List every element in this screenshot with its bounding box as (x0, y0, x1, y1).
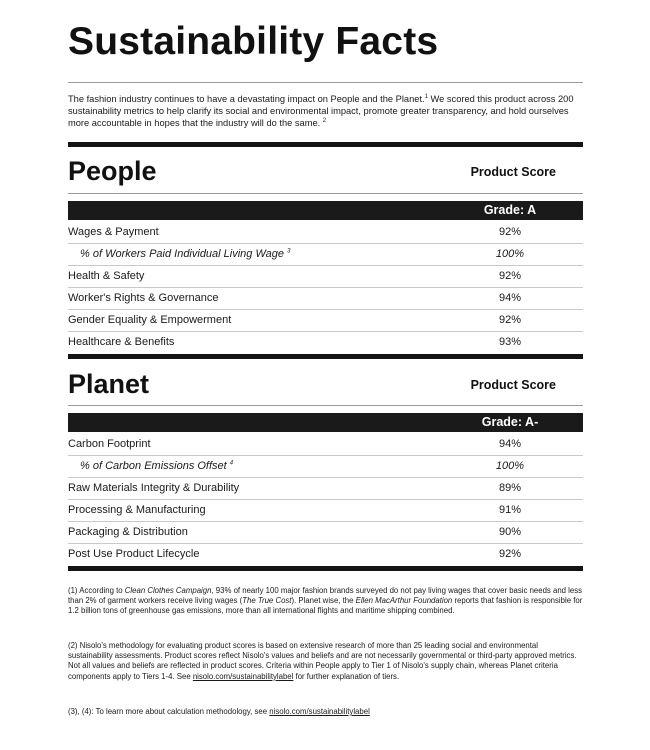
metric-label (68, 482, 239, 494)
metric-row (68, 266, 583, 288)
intro-text-part: The fashion industry continues to have a devastating impact on People and the Planet. (68, 94, 425, 104)
metric-value: 89% (498, 482, 522, 494)
metric-value: 92% (498, 226, 522, 238)
intro-text-part: We scored this product across 200 sustainability metrics to help clarify its social and environmental impact, promote greater transparency, and hold ourselves more accountable in hopes that the industry will do the same. (68, 94, 574, 128)
metric-value: 93% (498, 336, 522, 348)
footnote-text: reports that fashion is responsible for 1.2 billion tons of greenhouse gas emissions, more than all international flights and maritime shipping combined. (68, 596, 583, 616)
metric-value: 91% (498, 504, 522, 516)
product-score-label: Product Score (470, 165, 556, 179)
metric-row (68, 222, 583, 244)
people-metrics-table (68, 222, 583, 354)
metric-label (68, 292, 218, 304)
planet-metrics-table (68, 434, 583, 566)
metric-row (68, 478, 583, 500)
metric-value: 100% (495, 460, 525, 472)
page-title: Sustainability Facts (68, 20, 439, 63)
grade-bar-people (68, 201, 583, 220)
metric-value: 100% (495, 248, 525, 260)
metric-label (68, 336, 174, 348)
metric-row (68, 244, 583, 266)
metric-label (68, 226, 159, 238)
metric-value: 90% (498, 526, 522, 538)
metric-label-text: Raw Materials Integrity & Durability (68, 482, 240, 494)
footnote-text: for further explanation of tiers. (293, 671, 400, 681)
metric-label (80, 460, 233, 472)
section-title-people: People (68, 156, 157, 186)
footnote-1 (68, 586, 583, 617)
metric-label-text: Processing & Manufacturing (68, 504, 206, 516)
footnote-2 (68, 641, 583, 682)
metric-row (68, 310, 583, 332)
grade-bar-planet (68, 413, 583, 432)
metric-row (68, 288, 583, 310)
section-divider-thick (68, 142, 583, 147)
sustainability-label-link[interactable]: nisolo.com/sustainabilitylabel (269, 707, 370, 716)
footnote-source: Clean Clothes Campaign (124, 586, 212, 595)
footnote-text: , 93% of nearly 100 major fashion brands surveyed do not pay living wages that cover basic needs and less than 2% of garment workers receive living wages ( (68, 586, 583, 606)
people-header (68, 158, 583, 192)
metric-label-text: Post Use Product Lifecycle (68, 548, 200, 560)
footnote-ref: 3 (287, 248, 291, 255)
intro-text (68, 93, 583, 129)
metric-row (68, 500, 583, 522)
metric-label-text: Wages & Payment (68, 226, 159, 238)
divider (68, 193, 583, 194)
metric-label (68, 548, 199, 560)
metric-label-text: Healthcare & Benefits (68, 336, 175, 348)
planet-header (68, 371, 583, 405)
footnote-text: ). Planet wise, the (291, 596, 356, 606)
footnote-text: (2) Nisolo's methodology for evaluating product scores is based on extensive research of more than 25 leading social and environmental sustainability assessments. Product scores reflect Nisolo's values and beliefs and are not necessarily governmental or third-party approved metrics. Not all values and beliefs are reflected in product scores. Criteria within People apply to Tier 1 of Nisolo's supply chain, whereas Planet criteria components apply to Tiers 1-4. See (68, 641, 577, 681)
metric-row (68, 522, 583, 544)
section-divider-thick (68, 566, 583, 571)
section-title-planet: Planet (68, 369, 150, 399)
metric-label-text: Packaging & Distribution (68, 526, 188, 538)
footnote-ref: 4 (229, 460, 234, 467)
metric-label-text: % of Workers Paid Individual Living Wage (80, 248, 285, 260)
footnote-source: Ellen MacArthur Foundation (355, 596, 453, 606)
grade-planet: Grade: A- (481, 415, 539, 429)
footnote-source: The True Cost (242, 596, 292, 606)
metric-row (68, 456, 583, 478)
metric-label (80, 248, 290, 260)
metric-row (68, 544, 583, 566)
metric-value: 92% (498, 548, 522, 560)
footnote-ref: 2 (322, 117, 327, 124)
metric-label-text: Gender Equality & Empowerment (68, 314, 232, 326)
divider (68, 405, 583, 406)
metric-row (68, 332, 583, 354)
metric-value: 92% (498, 270, 522, 282)
sustainability-label-link[interactable]: nisolo.com/sustainabilitylabel (192, 671, 294, 681)
metric-label (68, 438, 151, 450)
metric-value: 94% (498, 438, 522, 450)
metric-label-text: % of Carbon Emissions Offset (80, 460, 227, 472)
metric-value: 94% (498, 292, 522, 304)
metric-label (68, 270, 144, 282)
metric-label (68, 526, 188, 538)
footnote-text: (3), (4): To learn more about calculation methodology, see (68, 707, 270, 716)
metric-label-text: Worker's Rights & Governance (68, 292, 219, 304)
metric-label-text: Carbon Footprint (68, 438, 151, 450)
footnote-3-4 (68, 707, 583, 717)
metric-label (68, 504, 206, 516)
section-divider-thick (68, 354, 583, 359)
metric-row (68, 434, 583, 456)
footnote-ref: 1 (424, 93, 428, 100)
metric-label (68, 314, 231, 326)
metric-label-text: Health & Safety (68, 270, 145, 282)
product-score-label: Product Score (470, 378, 556, 392)
grade-people: Grade: A (483, 203, 537, 217)
footnote-text: (1) According to (68, 586, 125, 595)
metric-value: 92% (498, 314, 522, 326)
divider (68, 82, 583, 83)
